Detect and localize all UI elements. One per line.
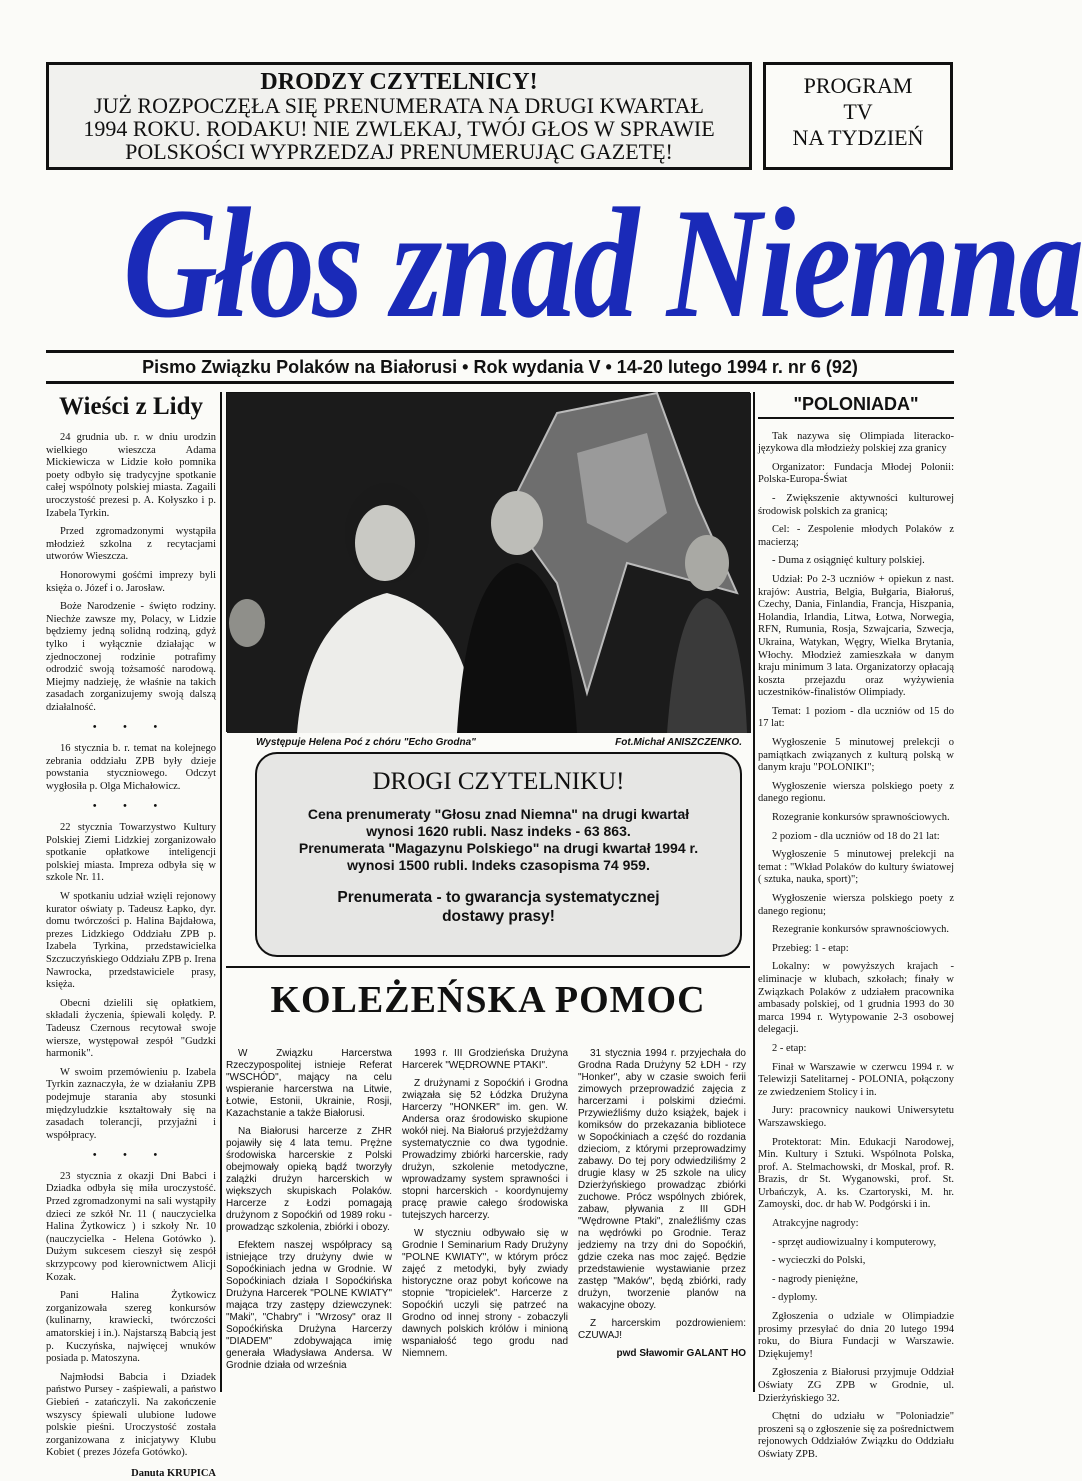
lida-paragraph: W spotkaniu udział wzięli rejonowy kurator oświaty p. Tadeusz Łapko, dyr. domu twórczości p. Halina Bajdałowa, prezes Lidzkiego Oddziału ZPB p. Izabela Tyrkina, przedstawicielka Szczuczyńskiego Oddziału ZPB p. Irena Nawrocka, przedstawiciele prasy, księża. (46, 891, 216, 991)
poloniada-paragraph: Jury: pracownicy naukowi Uniwersytetu Warszawskiego. (758, 1105, 954, 1129)
poloniada-paragraph: Organizator: Fundacja Młodej Polonii: Polska-Europa-Świat (758, 461, 954, 486)
article-paragraph: Na Białorusi harcerze z ZHR pojawiły się 4 lata temu. Prężne środowiska harcerskie z Polski obejmowały opieką bądź tworzyły zalążki drużyn harcerskich w większych skupiskach Polaków. Harcerze z Łodzi pomagają drużynom z Sopoćkiń od 1989 roku - prowadząc szkolenia, zbiórki i obozy. (226, 1126, 392, 1233)
lida-paragraph: Przed zgromadzonymi wystąpiła młodzież szkolna z recytacjami utworów Wieszcza. (46, 526, 216, 563)
section-rule (226, 966, 750, 968)
poloniada-paragraph: Zgłoszenia o udziale w Olimpiadzie prosimy przesyłać do dnia 20 lutego 1994 roku, do Biura Fundacji w Warszawie. Dziękujemy! (758, 1311, 954, 1360)
subscription-line: Cena prenumeraty "Głosu znad Niemna" na drugi kwartał (307, 806, 690, 822)
article-paragraph: 1993 r. III Grodzieńska Drużyna Harcerek "WĘDROWNE PTAKI". (402, 1048, 568, 1071)
subscription-slogan: dostawy prasy! (442, 908, 555, 925)
poloniada-paragraph: Temat: 1 poziom - dla uczniów od 15 do 17 lat: (758, 705, 954, 730)
article-author: pwd Sławomir GALANT HO (616, 1348, 746, 1359)
article-paragraph: Efektem naszej współpracy są istniejące trzy drużyny dwie w Sopoćkiniach jedna w Grodnie. W Sopoćkiniach działa I Sopoćkińska Drużyna Harcerek "POLNE KWIATY" mająca trzy zastępy dziewczynek: "Maki", "Chabry" i "Wrzosy" oraz II Sopoćkińska Drużyna Harcerzy "DIADEM" zdobywająca imię generała Władysława Andersa. W Grodnie działa od września (226, 1240, 392, 1371)
tv-line: NA TYDZIEŃ (792, 125, 924, 150)
subscription-slogan: Prenumerata - to gwarancja systematycznej (337, 889, 660, 906)
article-paragraph: 31 stycznia 1994 r. przyjechała do Grodna Rada Drużyny 52 ŁDH - rzy "Honker", aby w czasie swoich ferii zimowych przeprowadzić zajęcia z harcerzami i polskimi dziećmi. Przywieźliśmy dużo książek, bajek i komiksów do przekazania bibliotece w Sopoćkiniach a część do rozdania dzieciom, z którymi przeprowadzimy zabawy. Do tej pory odwiedziliśmy 2 drugie klasy w 25 szkole na ulicy Dzierżyńskiego prowadząc zbiórki zuchowe. Prócz wspólnych zbiórek, zabaw, pływania z III GDH "Wędrowne Ptaki", znaleźliśmy czas na wędrówki po Grodnie. Teraz jedziemy na trzy dni do Sopoćkiń, gdzie czeka nas moc zajęć. Będzie przedstawienie wystawianie przez zastęp "Maków", będą zbiórki, rady drużyn, tworzenie planów na wakacyjne obozy. (578, 1048, 746, 1311)
poloniada-paragraph: Wygłoszenie 5 minutowej prelekcji na temat : "Wkład Polaków do kultury światowej ( sztuka, nauka, sport)"; (758, 849, 954, 886)
lida-paragraph: Boże Narodzenie - święto rodziny. Niechże zawsze my, Polacy, w Lidzie będziemy jedną solidną rodziną, gdyż tylko i wyłącznie działając w zjednoczonej rodzinie potrafimy odrodzić swoją tożsamość narodową. Miejmy nadzieję, że właśnie na takich zasadach zorganizujemy swoją dalszą działalność. (46, 601, 216, 713)
tv-program-box (763, 62, 953, 170)
poloniada-paragraph: - dyplomy. (772, 1292, 818, 1304)
section-separator: • • • (92, 1150, 170, 1162)
article-column (578, 1048, 746, 1398)
lida-paragraph: W swoim przemówieniu p. Izabela Tyrkin zaznaczyła, że w działaniu ZPB podejmuje starania aby stosunki międzyludzkie kształtowały się na zasadach tolerancji, przyjaźni i współpracy. (46, 1066, 216, 1141)
poloniada-paragraph: Zgłoszenia z Białorusi przyjmuje Oddział Oświaty ZG ZPB w Grodnie, ul. Dzierżyńskiego 32. (758, 1367, 954, 1404)
subscription-notice (46, 62, 752, 170)
lida-author: Danuta KRUPICA (131, 1467, 216, 1479)
poloniada-paragraph: Wygłoszenie wiersza polskiego poety z danego regionu; (758, 893, 954, 917)
lida-paragraph: Najmłodsi Babcia i Dziadek państwo Pursey - zaśpiewali, a państwo Giebień - zatańczyli. Na zakończenie wszyscy śpiewali ulubione ludowe polskie pieśni. Uroczystość została zorganizowana z inicjatywy Klubu Kobiet ( prezes Józefa Gotówko). (46, 1371, 216, 1459)
lida-paragraph: Honorowymi gośćmi imprezy byli księża o. Józef i o. Jarosław. (46, 569, 216, 594)
column-divider (220, 392, 222, 1392)
poloniada-paragraph: - nagrody pieniężne, (772, 1273, 859, 1285)
lida-paragraph: 22 stycznia Towarzystwo Kultury Polskiej Ziemi Lidzkiej zorganizowało spotkanie opłatkowe inteligencji polskiej miasta. Impreza odbyła się w szkole Nr. 11. (46, 822, 216, 884)
lida-paragraph: Obecni dzielili się opłatkiem, składali życzenia, śpiewali kolędy. P. Tadeusz Czernous recytował swoje wiersze, występował zespół "Gudzki harmonik". (46, 997, 216, 1060)
subscription-title: DROGI CZYTELNIKU! (372, 768, 625, 795)
poloniada-paragraph: Atrakcyjne nagrody: (772, 1218, 859, 1230)
subscription-info-box (255, 752, 742, 957)
newspaper-masthead: Głos znad Niemna (123, 176, 1082, 351)
subscription-line: wynosi 1500 rubli. Indeks czasopisma 74 959. (347, 857, 650, 873)
article-paragraph: Z harcerskim pozdrowieniem: CZUWAJ! (578, 1318, 746, 1341)
poloniada-paragraph: Wygłoszenie wiersza polskiego poety z danego regionu. (758, 780, 954, 805)
poloniada-paragraph: Rezegranie konkursów sprawnościowych. (772, 924, 949, 936)
poloniada-paragraph: Rozegranie konkursów sprawnościowych. (772, 812, 950, 824)
tv-line: PROGRAM (803, 73, 913, 98)
article-paragraph: W styczniu odbywało się w Grodnie I Seminarium Rady Drużyny "POLNE KWIATY", w którym prócz zajęć z metodyki, były zwiady historyczne oraz pobyt końcowe na stopnie "tropicielek". Harcerze z Sopoćkiń uczyli się patrzeć na Grodno od innej strony - zobaczyli dawnych polskich królów i minioną wspaniałość tego grodu nad Niemnem. (402, 1228, 568, 1359)
poloniada-title: "POLONIADA" (758, 398, 954, 419)
concert-photo (226, 392, 750, 732)
tv-line: TV (843, 99, 873, 124)
caption-text: Występuje Helena Poć z chóru "Echo Grodna" (256, 737, 476, 748)
notice-line: JUŻ ROZPOCZĘŁA SIĘ PRENUMERATA NA DRUGI KWARTAŁ (94, 93, 704, 118)
poloniada-paragraph: Protektorat: Min. Edukacji Narodowej, Min. Kultury i Sztuki. Wspólnota Polska, prof. A. Stelmachowski, dr Moskal, prof. R. Brazis, dr St. Wyganowski, prof. St. Urbańczyk, A. ks. Czartoryski, M. hr. Zamoyski, doc. dr hab W. Podgórski i in. (758, 1136, 954, 1211)
poloniada-paragraph: Lokalny: w powyższych krajach - eliminacje w klubach, szkołach; finały w Związkach Polaków z udziałem pracownika ambasady polskiej, od 1 grudnia 1993 do 30 marca 1994 r. Wytypowanie 2-3 osobowej delegacji. (758, 961, 954, 1036)
poloniada-paragraph: Udział: Po 2-3 uczniów + opiekun z nast. krajów: Austria, Belgia, Bułgaria, Białoruś, Czechy, Dania, Finlandia, Francja, Hiszpania, Holandia, Irlandia, Litwa, Łotwa, Norwegia, RFN, Rumunia, Rosja, Szwajcaria, Szwecja, Ukraina, Watykan, Węgry, Wielka Brytania, Włochy. Młodzież zamieszkała w danym kraju minimum 3 lata. Organizatorzy opłacają koszta przejazdu oraz wyżywienia uczestników-finalistów Olimpiady. (758, 573, 954, 699)
lida-paragraph: 23 stycznia z okazji Dni Babci i Dziadka odbyła się miła uroczystość. Przed zgromadzonymi na sali wystąpiły dzieci ze szkół Nr. 11 ( nauczycielka Halina Żytkowicz ) i szkoły Nr. 10 (nauczycielka - Helena Gotówko ). Dużym sukcesem cieszył się zespół skrzypcowy pod kierownictwem Alicji Kozak. (46, 1170, 216, 1283)
poloniada-paragraph: - sprzęt audiowizualny i komputerowy, (772, 1236, 937, 1248)
lida-paragraph: Pani Halina Żytkowicz zorganizowała szereg konkursów (kulinarny, krawiecki, twórczości amatorskiej i in.). Najstarszą Babcią jest p. Kuczyńska, najwięcej wnuków posiada p. Matoszyna. (46, 1290, 216, 1365)
article-column (402, 1048, 568, 1398)
article-paragraph: Z drużynami z Sopoćkiń i Grodna związała się 52 Łódzka Drużyna Harcerzy "HONKER" im. gen. W. Andersa oraz środowisko skupione wokół niej. Na Białoruś przyjeżdżamy systematycznie co dwa tygodnie. Prowadzimy zbiórki harcerskie, rady drużyn, szkolenie metodyczne, wprowadzamy system sprawności i stopni harcerskich - koordynujemy pracę prawie całego środowiska tutejszych harcerzy. (402, 1078, 568, 1221)
lida-title: Wieści z Lidy (59, 393, 203, 420)
poloniada-paragraph: Cel: - Zespolenie młodych Polaków z macierzą; (758, 524, 954, 548)
article-title: KOLEŻEŃSKA POMOC (270, 979, 706, 1021)
photo-illustration (227, 393, 751, 733)
lida-paragraph: 16 stycznia b. r. temat na kolejnego zebrania oddziału ZPB były dzieje powstania styczniowego. Odczyt wygłosiła p. Olga Michałowicz. (46, 743, 216, 792)
poloniada-column (758, 392, 954, 1460)
poloniada-paragraph: Finał w Warszawie w czerwcu 1994 r. w Telewizji Satelitarnej - POLONIA, połączony ze zwiedzeniem Stolicy i in. (758, 1061, 954, 1098)
poloniada-paragraph: - Duma z osiągnięć kultury polskiej. (772, 555, 925, 567)
poloniada-paragraph: - Zwiększenie aktywności kulturowej środowisk polskich za granicą; (758, 492, 954, 517)
column-divider (753, 392, 755, 1392)
article-column (226, 1048, 392, 1398)
photo-credit: Fot.Michał ANISZCZENKO. (615, 737, 742, 748)
lida-news-column (46, 392, 216, 1479)
poloniada-paragraph: Tak nazywa się Olimpiada literacko-językowa dla młodzieży polskiej zza granicy (758, 430, 954, 455)
poloniada-paragraph: Chętni do udziału w "Poloniadzie" proszeni są o zgłoszenie się za pośrednictwem rejonowych Oddziałów Związku do Oddziału Oświaty ZPB. (758, 1411, 954, 1460)
poloniada-paragraph: 2 - etap: (772, 1042, 807, 1054)
subscription-line: wynosi 1620 rubli. Nasz indeks - 63 863. (366, 823, 631, 839)
poloniada-paragraph: 2 poziom - dla uczniów od 18 do 21 lat: (772, 830, 940, 842)
poloniada-paragraph: Przebieg: 1 - etap: (772, 942, 849, 954)
poloniada-paragraph: - wycieczki do Polski, (772, 1255, 866, 1267)
poloniada-paragraph: Wygłoszenie 5 minutowej prelekcji o pamiątkach związanych z kulturą polską w danym kraju "POLONIKI"; (758, 737, 954, 774)
lida-paragraph: 24 grudnia ub. r. w dniu urodzin wielkiego wieszcza Adama Mickiewicza w Lidzie koło pomnika poety odbyło się tradycyjne spotkanie całej wspólnoty polskiej miasta. Zagaili uroczystość prezesi p. A. Kołyszko i p. Izabela Tyrkin. (46, 432, 216, 519)
section-separator: • • • (92, 722, 170, 734)
notice-line: POLSKOŚCI WYPRZEDZAJ PRENUMERUJĄC GAZETĘ! (125, 139, 673, 164)
section-separator: • • • (92, 801, 170, 813)
notice-title: DRODZY CZYTELNICY! (260, 69, 538, 95)
photo-caption (226, 734, 750, 752)
notice-line: 1994 ROKU. RODAKU! NIE ZWLEKAJ, TWÓJ GŁOS W SPRAWIE (83, 116, 715, 141)
issue-subtitle: Pismo Związku Polaków na Białorusi • Rok wydania V • 14-20 lutego 1994 r. nr 6 (92) (46, 350, 954, 384)
subscription-line: Prenumerata "Magazynu Polskiego" na drugi kwartał 1994 r. (298, 840, 699, 856)
article-paragraph: W Związku Harcerstwa Rzeczypospolitej istnieje Referat "WSCHÓD", mający na celu wspieranie harcerstwa na Litwie, Łotwie, Estonii, Ukrainie, Rosji, Kazachstanie a także Białorusi. (226, 1048, 392, 1119)
